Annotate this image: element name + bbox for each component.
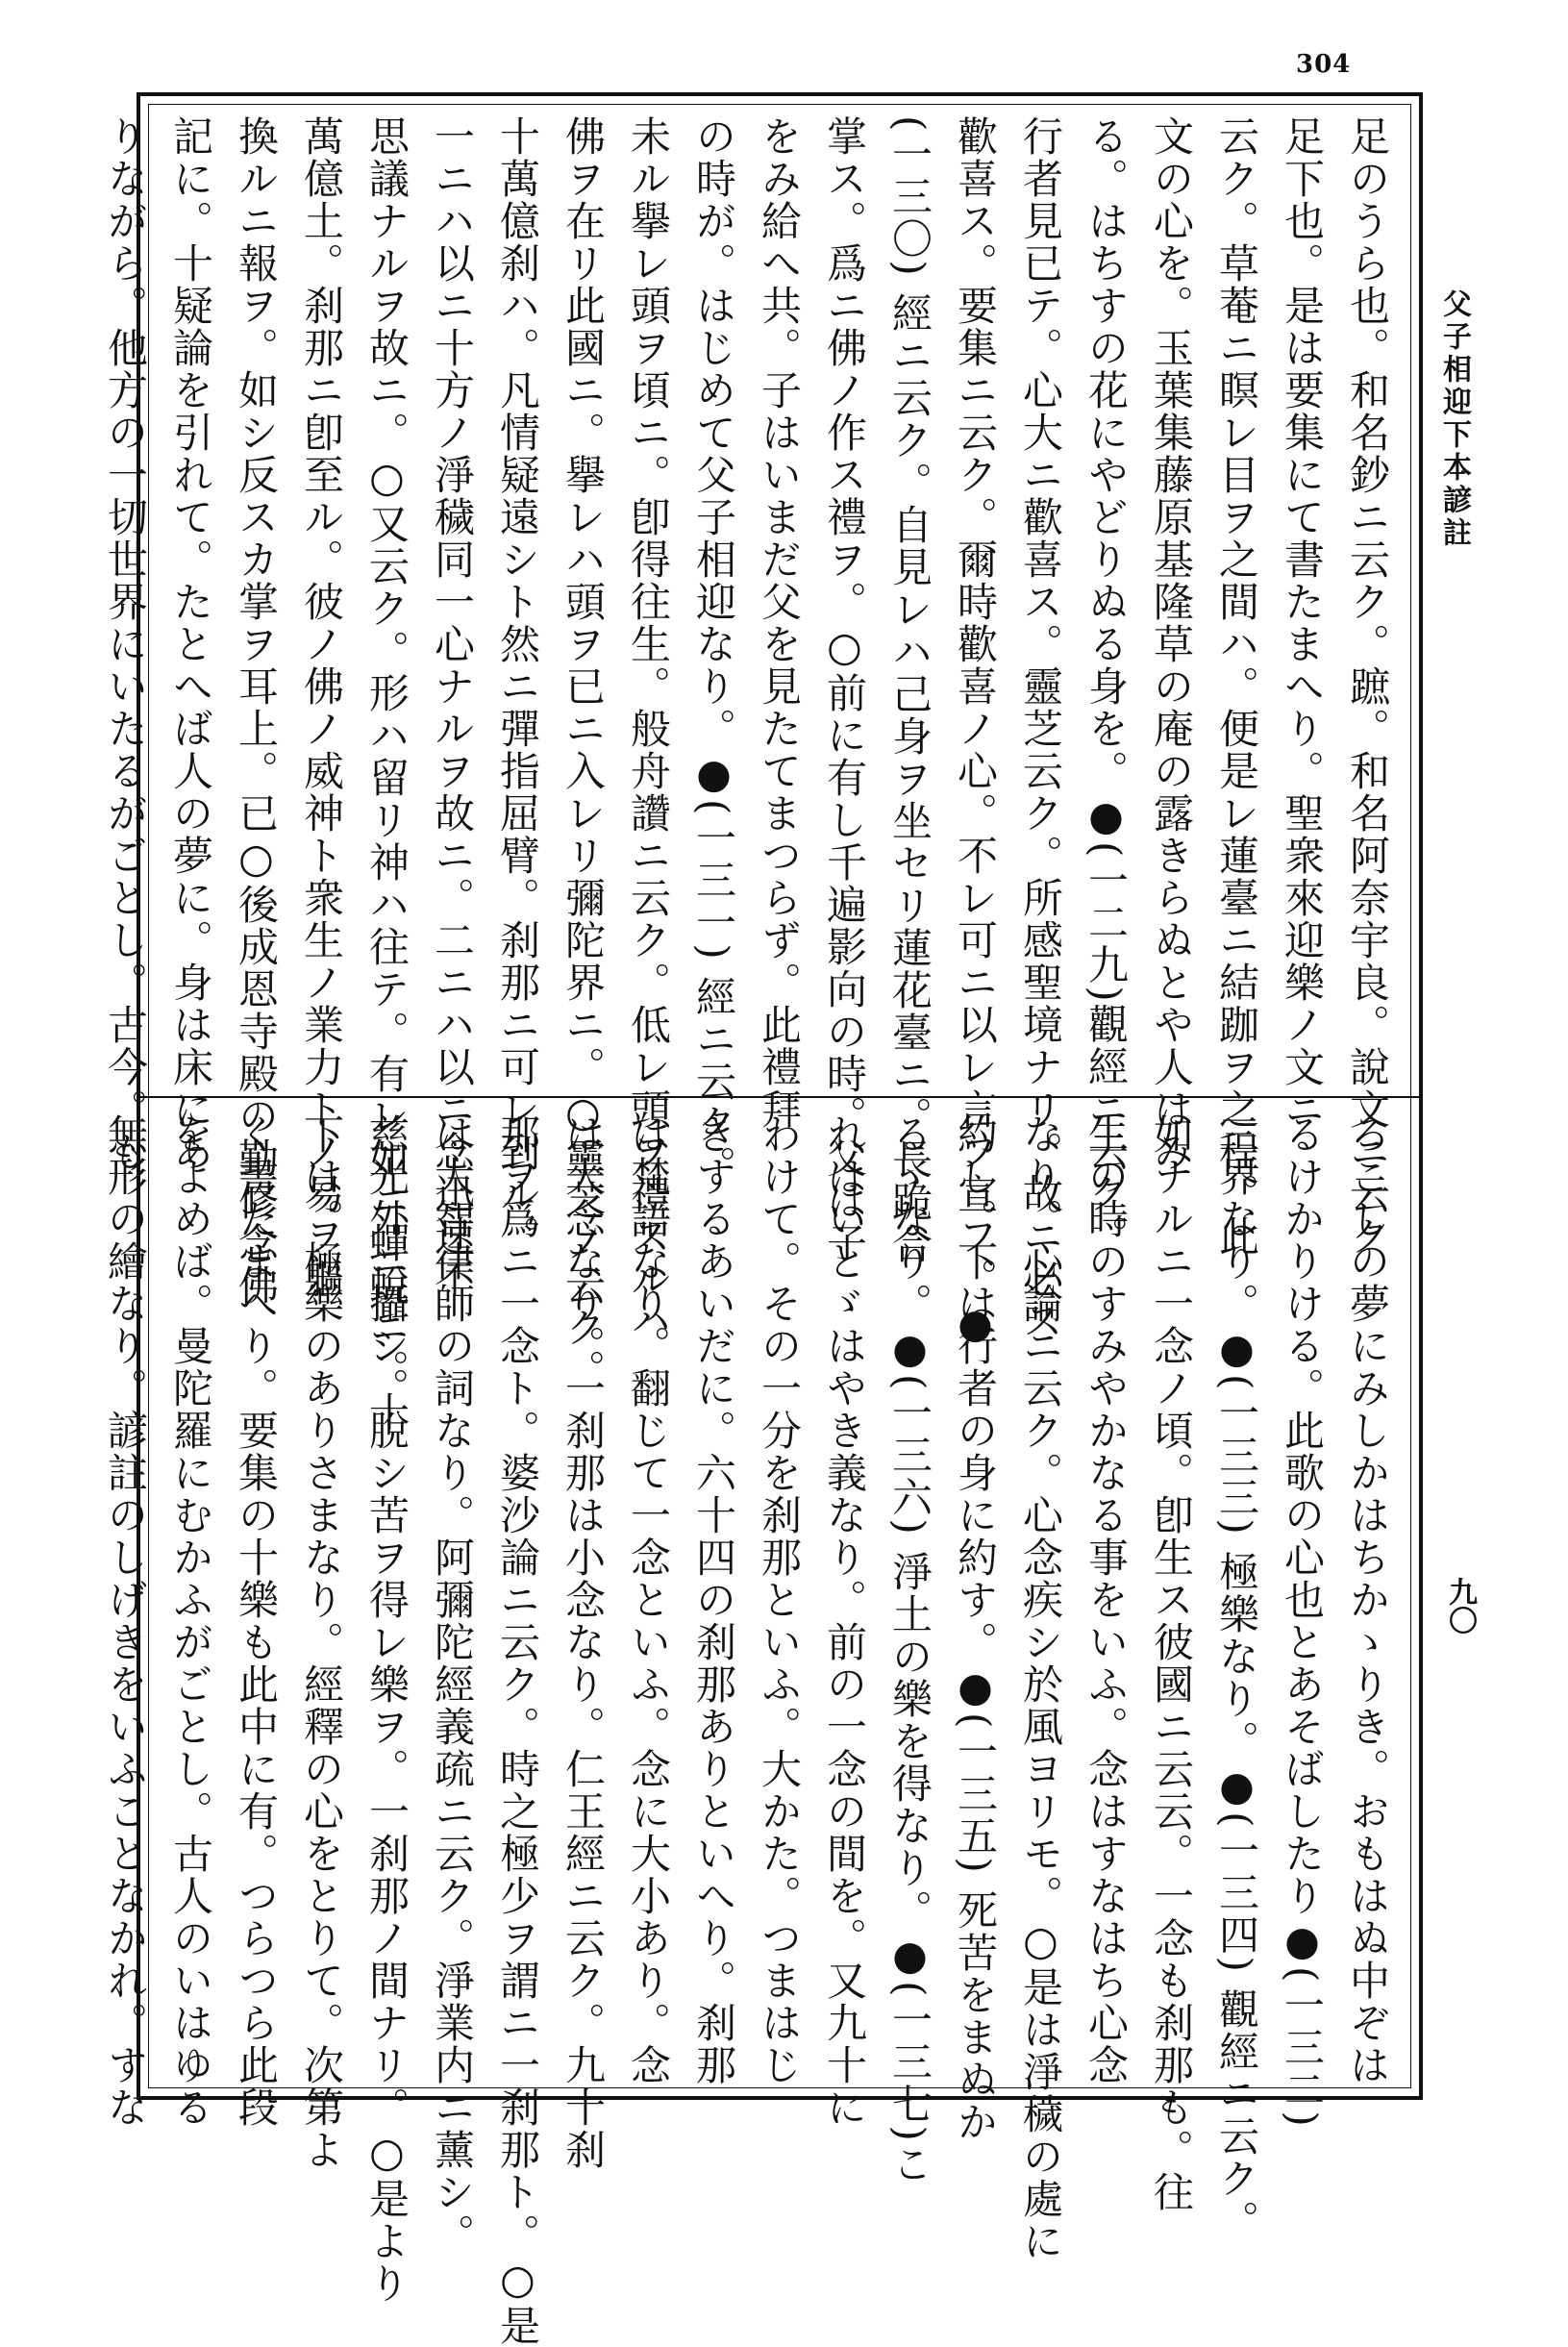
text-column: るけかりける。此歌の心也とあそばしたり●(一三二) (1279, 1113, 1326, 2129)
text-column: 無形の繪なり。諺註のしげきをいふことなかれ。すな (102, 1113, 149, 2129)
text-column: 下は。極樂のありさまなり。經釋の心をとりて。次第よ (298, 1113, 345, 2171)
text-column: ろこしの夢にみしかはちかゝりき。おもはぬ中ぞは (1344, 1113, 1391, 2086)
text-column: りながら。他方の一切世界にいたるがごとし。古今。も (102, 115, 149, 1173)
text-column: 三界なり。●(一三三) 極樂なり。●(一三四) 觀經ニ云ク。 (1213, 1113, 1260, 2243)
text-column: 萬億土。刹那ニ卽至ル。彼ノ佛ノ威神ト衆生ノ業力トノ易ヲ軀 (298, 115, 345, 1300)
text-column: 約し。下は行者の身に約す。●(一三五) 死苦をまぬか (952, 1113, 999, 2144)
text-column: 記に。十疑論を引れて。たとへば人の夢に。身は床にあ (167, 115, 214, 1173)
text-column: きするあいだに。六十四の刹那ありといへり。刹那 (690, 1113, 737, 2086)
folio-number: 九〇 (1443, 1577, 1477, 1635)
text-column: 歡喜ス。要集ニ云ク。爾時歡喜ノ心。不レ可ニ以レ言フ宣フ。● (952, 115, 999, 1349)
text-column: 思議ナルヲ故ニ。○又云ク。形ハ留リ神ハ往テ。有レ如ニ蟬蛻ニ。十 (363, 115, 411, 1434)
text-column: るゝなり。●(一三六) 淨土の樂を得なり。●(一三七)こ (886, 1113, 933, 2185)
text-column: 生の時のすみやかなる事をいふ。念はすなはち心念 (1083, 1113, 1130, 2086)
text-column: く書たまへり。要集の十樂も此中に有。つらつら此段 (233, 1113, 280, 2129)
text-column: 足下也。是は要集にて書たまへり。聖衆來迎樂ノ文ニ (1279, 115, 1326, 1131)
text-column: 未ル擧レ頭ヲ頃ニ。卽得往生。般舟讚ニ云ク。低レ頭ヲ禮スルハ (625, 115, 672, 1342)
text-column: 那ヲ爲ニ一念ト。婆沙論ニ云ク。時之極少ヲ謂ニ一刹那ト。○是 (494, 1113, 541, 2347)
text-column: 如ナルニ一念ノ頃。卽生ス彼國ニ云云。一念も刹那も。往 (1148, 1113, 1195, 2213)
text-column: 佛ヲ在リ此國ニ。擧レハ頭ヲ已ニ入レリ彌陀界ニ。○靈芝ノ云ク。 (560, 115, 607, 1391)
text-column: れはいとゞはやき義なり。前の一念の間を。又九十に (821, 1113, 868, 2129)
text-column: 文の心を。玉葉集藤原基隆草の庵の露きらぬとや人はみ (1148, 115, 1195, 1173)
text-column: は大智律師の詞なり。阿彌陀經義疏ニ云ク。淨業内ニ薰シ。 (429, 1113, 476, 2256)
text-column: わけて。その一分を刹那といふ。大かた。つまはじ (756, 1113, 803, 2086)
text-column: なり。心論ニ云ク。心念疾シ於風ヨリモ。○是は淨穢の處に (1017, 1113, 1064, 2262)
text-column: 掌ス。爲ニ佛ノ作ス禮ヲ。○前に有し千遍影向の時。父は子 (821, 115, 868, 1264)
text-column: 一ニハ以ニ十方ノ淨穢同一心ナルヲ故ニ。二ニハ以ニ念迅速不 (429, 115, 476, 1300)
text-column: 行者見已テ。心大ニ歡喜ス。靈芝云ク。所感聖境ナリ。故ニ必ス (1017, 115, 1064, 1342)
text-column: をみ給へ共。子はいまだ父を見たてまつらず。此禮拜 (756, 115, 803, 1131)
text-column: 十萬億刹ハ。凡情疑遠シト然ニ彈指屈臂。刹那ニ可レ到ル。 (494, 115, 541, 1258)
text-column: 換ルニ報ヲ。如シ反スカ掌ヲ耳上。已○後成恩寺殿の勤修念佛 (233, 115, 280, 1307)
text-column: 慈光外ニ攝シ。脫シ苦ヲ得レ樂ヲ。一刹那ノ間ナリ。○是より (363, 1113, 411, 2305)
page-number: 304 (1296, 50, 1352, 79)
text-block-bottom (102, 1113, 1400, 2347)
text-column: は大念なり。一刹那は小念なり。仁王經ニ云ク。九十刹 (560, 1113, 607, 2171)
text-column: は梵語なり。翻じて一念といふ。念に大小あり。念 (625, 1113, 672, 2086)
text-block-top (102, 115, 1400, 1434)
text-column: の時が。はじめて父子相迎なり。●(一三一) 經ニ云ク。 (690, 115, 737, 1188)
text-column: 足のうら也。和名鈔ニ云ク。蹠。和名阿奈宇良。說文ニ云ク (1344, 115, 1391, 1258)
text-column: 云ク。草菴ニ瞑レ目ヲ之間ハ。便是レ蓮臺ニ結跏ヲ之程。此 (1213, 115, 1260, 1258)
running-head: 父子相迎下本諺註 (1437, 288, 1471, 550)
text-column: をよめば。曼陀羅にむかふがごとし。古人のいはゆる (167, 1113, 214, 2129)
text-column: る。はちすの花にやどりぬる身を。●(一二九)觀經ニ云ク。 (1083, 115, 1130, 1258)
text-column: (一三〇) 經ニ云ク。自見レハ己身ヲ坐セリ蓮花臺ニ。長跪合 (886, 115, 933, 1266)
